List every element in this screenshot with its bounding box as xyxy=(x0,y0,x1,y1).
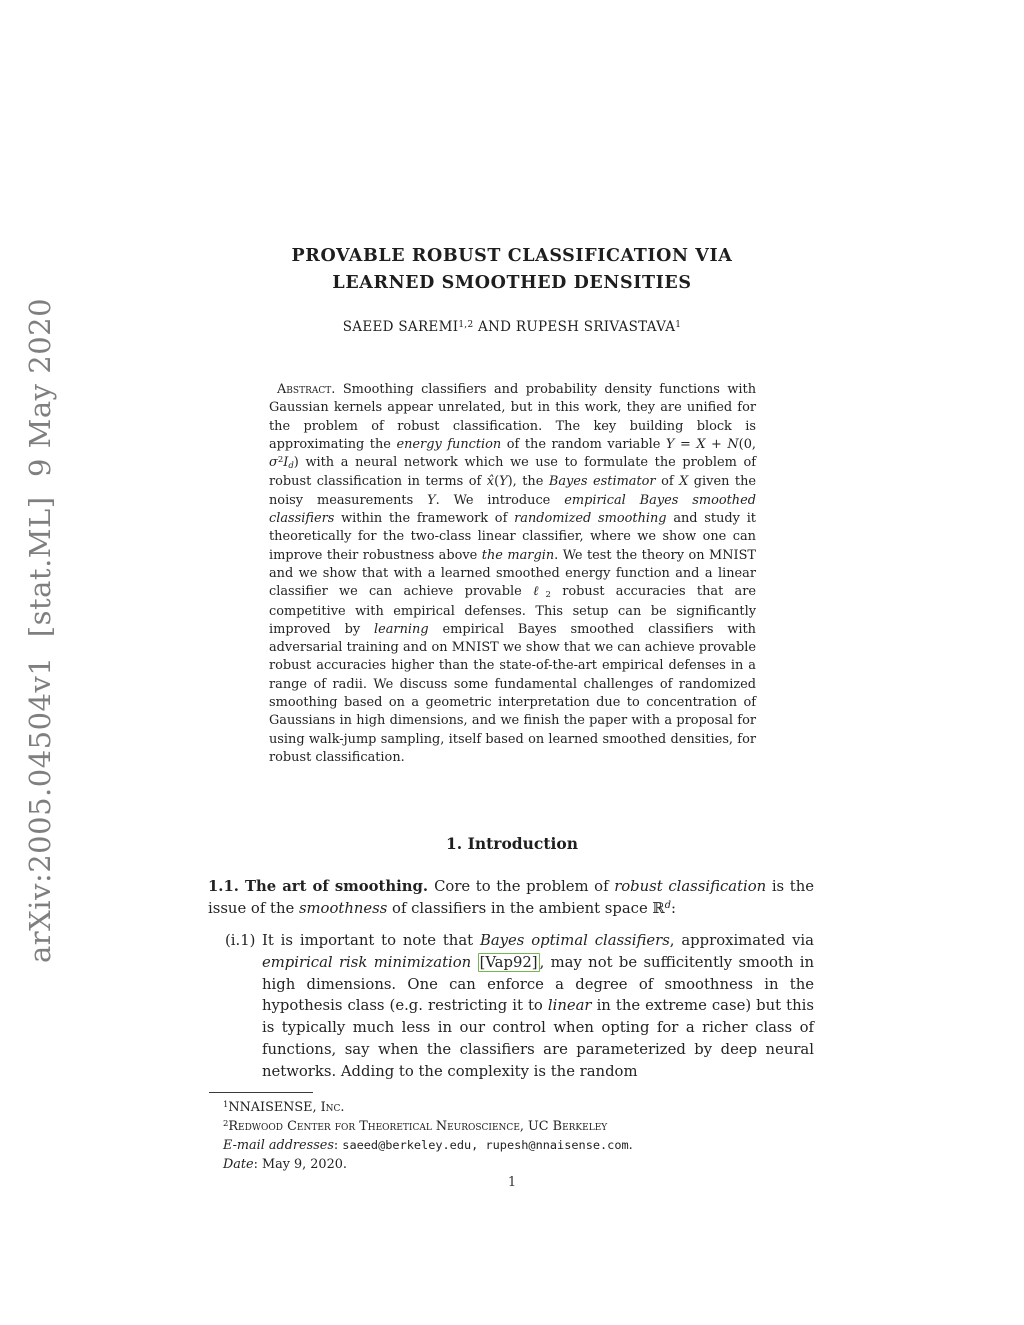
subsection-1-1-paragraph: 1.1. The art of smoothing. Core to the problem of robust classification is the issue of the smoothness of classifiers in the ambient space ℝ$^d$: xyxy=(208,878,815,917)
footnote-affiliation-1: $^1$NNAISENSE, Inc. xyxy=(223,1099,345,1115)
footnote-date: Date: May 9, 2020. xyxy=(223,1156,347,1172)
citation-link[interactable]: [Vap92] xyxy=(479,953,538,971)
arxiv-watermark-text: arXiv:2005.04504v1 [stat.ML] 9 May 2020 xyxy=(23,297,57,963)
list-item-i1 xyxy=(208,930,814,1083)
paper-title-line1: PROVABLE ROBUST CLASSIFICATION VIA xyxy=(291,246,733,266)
page-number: 1 xyxy=(507,1175,517,1190)
paper-title-line2: LEARNED SMOOTHED DENSITIES xyxy=(332,273,692,293)
abstract-paragraph: Abstract. Smoothing classifiers and probability density functions with Gaussian kernels appear unrelated, but in this work, they are unified for the problem of robust classification. The key building block is approximating the energy function of the random variable Y = X + N(0, $\sigma^2Id$) with a neural network which we use to formulate the problem of robust classification in terms of x̂(Y), the Bayes estimator of X given the noisy measurements Y. We introduce empirical Bayes smoothed classifiers within the framework of randomized smoothing and study it theoretically for the two-class linear classifier, where we show one can improve their robustness above the margin. We test the theory on MNIST and we show that with a learned smoothed energy function and a linear classifier we can achieve provable ℓ2 robust accuracies that are competitive with empirical defenses. This setup can be significantly improved by learning empirical Bayes smoothed classifiers with adversarial training and on MNIST we show that we can achieve provable robust accuracies higher than the state-of-the-art empirical defenses in a range of radii. We discuss some fundamental challenges of randomized smoothing based on a geometric interpretation due to concentration of Gaussians in high dimensions, and we finish the paper with a proposal for using walk-jump sampling, itself based on learned smoothed densities, for robust classification. xyxy=(269,382,757,765)
footnote-affiliation-2: $^2$Redwood Center for Theoretical Neuroscience, UC Berkeley xyxy=(223,1117,608,1134)
paper-title xyxy=(0,243,1024,297)
list-item-i1-label: (i.1) xyxy=(225,932,256,949)
footnote-rule xyxy=(209,1092,313,1093)
list-item-i1-body: It is important to note that Bayes optimal classifiers, approximated via empirical risk minimization [Vap92] , may not be sufficitently smooth in high dimensions. One can enforce a degree of smoothness in the hypothesis class (e.g. restricting it to linear in the extreme case) but this is typically much less in our control when opting for a richer class of functions, say when the classifiers are parameterized by deep neural networks. Adding to the complexity is the random xyxy=(262,932,814,1080)
arxiv-watermark xyxy=(23,297,69,963)
section-heading-introduction: 1. Introduction xyxy=(446,834,578,853)
footnotes-block xyxy=(208,1099,814,1174)
footnote-email: E-mail addresses: saeed@berkeley.edu, rupesh@nnaisense.com. xyxy=(223,1138,633,1154)
authors-line: SAEED SAREMI$^{1,2}$ AND RUPESH SRIVASTAVA$^1$ xyxy=(342,319,682,335)
